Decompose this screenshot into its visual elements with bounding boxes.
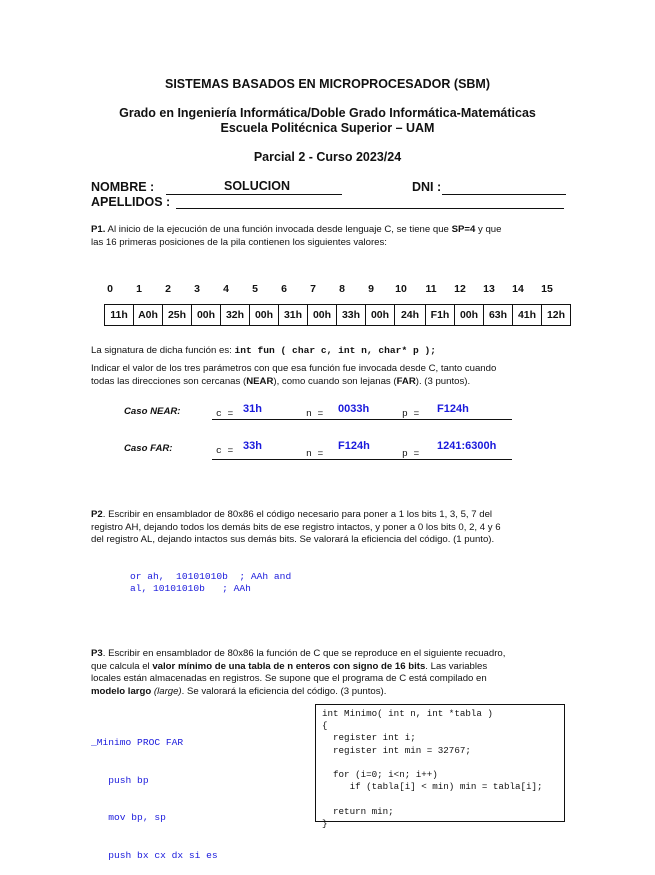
degree-line: Grado en Ingeniería Informática/Doble Grado Informática-Matemáticas bbox=[119, 106, 536, 120]
c-line: register int i; bbox=[322, 732, 416, 744]
p1-intro-a: Al inicio de la ejecución de una función invocada desde lenguaje C, se tiene que bbox=[107, 224, 449, 235]
stack-index-label: 14 bbox=[512, 283, 524, 295]
p3-text-2b: valor mínimo de una tabla de n enteros con signo de 16 bits bbox=[152, 660, 426, 672]
nombre-label: NOMBRE : bbox=[91, 180, 155, 194]
far-answer-line bbox=[212, 459, 512, 460]
stack-cell: 00h bbox=[308, 305, 337, 326]
stack-cell: F1h bbox=[426, 305, 455, 326]
p2-number: P2 bbox=[91, 509, 103, 520]
far-p-answer: 1241:6300h bbox=[437, 440, 497, 452]
stack-cell: 33h bbox=[337, 305, 366, 326]
p1-intro-c: las 16 primeras posiciones de la pila contienen los siguientes valores: bbox=[91, 236, 387, 248]
nombre-field[interactable] bbox=[166, 180, 342, 195]
p3-text-2c: . Las variables bbox=[425, 660, 488, 672]
p2-text bbox=[91, 509, 566, 547]
asm-line: push bp bbox=[91, 774, 149, 786]
dni-field[interactable] bbox=[442, 180, 566, 195]
asm-line: push bx cx dx si es bbox=[91, 849, 218, 861]
near-n-answer: 0033h bbox=[338, 403, 370, 415]
c-line: for (i=0; i<n; i++) bbox=[322, 769, 438, 781]
c-line: return min; bbox=[322, 805, 394, 817]
p3-number: P3 bbox=[91, 648, 103, 659]
stack-cell: 25h bbox=[163, 305, 192, 326]
stack-cell: 00h bbox=[250, 305, 279, 326]
near-case-label: Caso NEAR: bbox=[124, 406, 181, 417]
signature-code: int fun ( char c, int n, char* p ); bbox=[234, 345, 436, 356]
stack-cell: 00h bbox=[192, 305, 221, 326]
near-answer-line bbox=[212, 419, 512, 420]
stack-cell: 31h bbox=[279, 305, 308, 326]
near-p-var: p = bbox=[402, 408, 420, 419]
asm-line: _Minimo PROC FAR bbox=[91, 737, 184, 748]
p1-question-b1: todas las direcciones son cercanas ( bbox=[91, 375, 247, 387]
near-c-answer: 31h bbox=[243, 403, 262, 415]
c-line bbox=[322, 757, 558, 769]
stack-index-label: 2 bbox=[165, 283, 171, 295]
stack-cell: 12h bbox=[542, 305, 571, 326]
nombre-value: SOLUCION bbox=[224, 179, 290, 193]
stack-cell: 41h bbox=[513, 305, 542, 326]
stack-index-label: 3 bbox=[194, 283, 200, 295]
stack-table bbox=[104, 304, 571, 326]
c-line: int Minimo( int n, int *tabla ) bbox=[322, 708, 493, 719]
p1-question-b2: ), como cuando son lejanas ( bbox=[273, 375, 397, 387]
c-line bbox=[322, 793, 558, 805]
stack-index-label: 13 bbox=[483, 283, 495, 295]
far-p-var: p = bbox=[402, 448, 420, 459]
stack-index-label: 10 bbox=[395, 283, 407, 295]
p1-sp-value: SP=4 bbox=[451, 224, 476, 235]
stack-index-label: 4 bbox=[223, 283, 229, 295]
stack-index-label: 8 bbox=[339, 283, 345, 295]
signature-label: La signatura de dicha función es: bbox=[91, 345, 232, 356]
p2-text-3: del registro AL, dejando intactos sus demás bits. Se valorará la eficiencia del código. (1 punto). bbox=[91, 534, 495, 546]
stack-cell: 32h bbox=[221, 305, 250, 326]
stack-cell: 63h bbox=[484, 305, 513, 326]
p1-number: P1. bbox=[91, 224, 106, 235]
p1-question-a: Indicar el valor de los tres parámetros con que esa función fue invocada desde C, tanto cuando bbox=[91, 363, 497, 374]
p1-near-word: NEAR bbox=[246, 375, 274, 387]
p1-far-word: FAR bbox=[396, 375, 416, 387]
stack-row bbox=[105, 305, 571, 326]
p3-text-3: locales están almacenadas en registros. Se supone que el programa de C está compilado en bbox=[91, 673, 487, 685]
p2-text-1: . Escribir en ensamblador de 80x86 el código necesario para poner a 1 los bits 1, 3, 5, 7 del bbox=[102, 509, 493, 520]
stack-cell: 11h bbox=[105, 305, 134, 326]
p1-intro bbox=[91, 224, 566, 249]
stack-cell: 00h bbox=[366, 305, 395, 326]
apellidos-field[interactable] bbox=[176, 194, 564, 209]
c-line: { bbox=[322, 720, 328, 732]
exam-title: Parcial 2 - Curso 2023/24 bbox=[253, 150, 402, 164]
stack-index-label: 9 bbox=[368, 283, 374, 295]
c-line: if (tabla[i] < min) min = tabla[i]; bbox=[322, 781, 543, 793]
p3-text-4a: modelo largo bbox=[91, 685, 152, 697]
near-n-var: n = bbox=[306, 408, 324, 419]
p3-text bbox=[91, 648, 566, 698]
stack-index-label: 5 bbox=[252, 283, 258, 295]
stack-index-label: 1 bbox=[136, 283, 142, 295]
stack-index-label: 6 bbox=[281, 283, 287, 295]
stack-index-label: 0 bbox=[107, 283, 113, 295]
far-case-label: Caso FAR: bbox=[124, 443, 173, 454]
far-n-answer: F124h bbox=[338, 440, 370, 452]
c-line: register int min = 32767; bbox=[322, 744, 471, 756]
p2-answer-line-2: al, 10101010b ; AAh bbox=[130, 583, 251, 594]
p1-question bbox=[91, 363, 566, 388]
stack-index-label: 12 bbox=[454, 283, 466, 295]
far-n-var: n = bbox=[306, 448, 324, 459]
apellidos-label: APELLIDOS : bbox=[91, 195, 171, 209]
p3-text-4b: (large) bbox=[153, 685, 182, 697]
p3-text-2a: que calcula el bbox=[91, 660, 150, 672]
stack-cell: 00h bbox=[455, 305, 484, 326]
p2-answer-line-1: or ah, 10101010b ; AAh and bbox=[130, 571, 292, 582]
p3-asm-answer bbox=[91, 712, 218, 875]
stack-cell: 24h bbox=[395, 305, 426, 326]
near-c-var: c = bbox=[216, 408, 234, 419]
p1-intro-b: y que bbox=[478, 224, 502, 235]
p3-text-4c: . Se valorará la eficiencia del código. (3 puntos). bbox=[181, 685, 387, 697]
p1-question-b3: ). (3 puntos). bbox=[415, 375, 471, 387]
p2-text-2: registro AH, dejando todos los demás bits de ese registro intactos, y poner a 0 los bits 0, 2, 4 y 6 bbox=[91, 521, 501, 533]
course-title: SISTEMAS BASADOS EN MICROPROCESADOR (SBM) bbox=[164, 77, 491, 91]
asm-line: mov bp, sp bbox=[91, 812, 166, 823]
dni-label: DNI : bbox=[412, 180, 442, 194]
near-p-answer: F124h bbox=[437, 403, 469, 415]
p1-signature bbox=[91, 345, 436, 358]
stack-cell: A0h bbox=[134, 305, 163, 326]
stack-index-label: 11 bbox=[425, 283, 437, 295]
c-code-box bbox=[315, 704, 565, 829]
school-line: Escuela Politécnica Superior – UAM bbox=[220, 121, 435, 135]
far-c-answer: 33h bbox=[243, 440, 262, 452]
far-c-var: c = bbox=[216, 445, 234, 456]
stack-index-label: 15 bbox=[541, 283, 553, 295]
c-line: } bbox=[322, 817, 328, 829]
p3-text-1: . Escribir en ensamblador de 80x86 la función de C que se reproduce en el siguiente recuadro, bbox=[102, 648, 506, 659]
stack-index-label: 7 bbox=[310, 283, 316, 295]
